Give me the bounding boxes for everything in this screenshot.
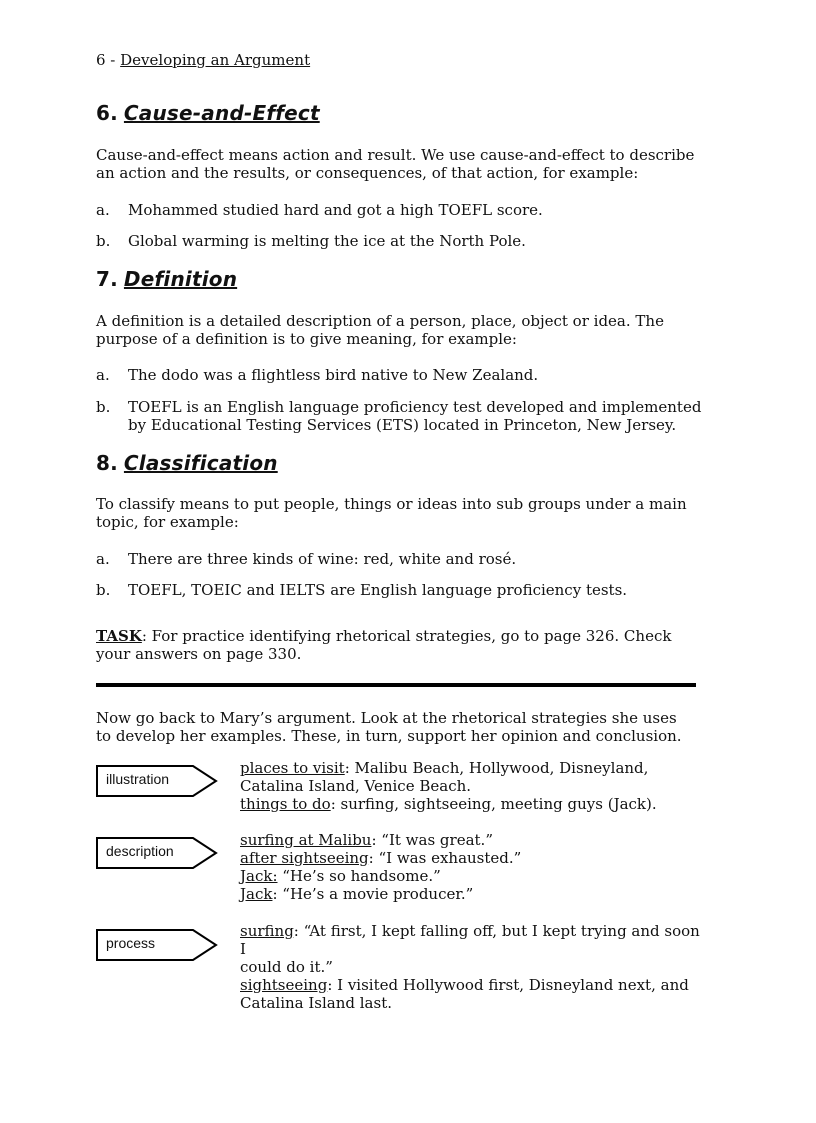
divider-rule xyxy=(96,683,696,687)
strategy-examples xyxy=(240,831,710,903)
section-heading-classification xyxy=(96,451,278,475)
example-line xyxy=(240,777,710,795)
example-text: : Malibu Beach, Hollywood, Disneyland, xyxy=(344,759,649,777)
section-intro: Cause-and-effect means action and result. We use cause-and-effect to describe an action and the results, or consequences, of that action, for example: xyxy=(96,146,695,182)
example-key: things to do xyxy=(240,795,331,813)
item-text: There are three kinds of wine: red, white and rosé. xyxy=(128,550,517,568)
example-key: sightseeing xyxy=(240,976,328,994)
item-label: a. xyxy=(96,366,110,384)
strategy-tag-label: description xyxy=(106,843,174,859)
task-label: TASK xyxy=(96,627,142,645)
running-head xyxy=(96,51,310,69)
example-text: Catalina Island last. xyxy=(240,994,392,1012)
section-title: Classification xyxy=(123,451,278,475)
item-label: a. xyxy=(96,550,110,568)
task-paragraph xyxy=(96,627,696,663)
strategy-tag-description xyxy=(96,837,226,867)
example-text: : surfing, sightseeing, meeting guys (Jack). xyxy=(330,795,657,813)
section-intro: A definition is a detailed description of a person, place, object or idea. The purpose of a definition is to give meaning, for example: xyxy=(96,312,664,348)
task-text: : For practice identifying rhetorical strategies, go to page 326. Check your answers on page 330. xyxy=(96,627,672,663)
example-line xyxy=(240,885,710,903)
example-line xyxy=(240,867,710,885)
example-key: Jack: xyxy=(240,867,278,885)
example-key: Jack xyxy=(240,885,273,903)
item-text: TOEFL, TOEIC and IELTS are English language proficiency tests. xyxy=(128,581,628,599)
strategy-tag-process xyxy=(96,929,226,959)
example-line xyxy=(240,976,710,994)
example-line xyxy=(240,831,710,849)
item-text: The dodo was a flightless bird native to New Zealand. xyxy=(128,366,539,384)
section-number: 6. xyxy=(96,101,118,125)
section-intro: To classify means to put people, things or ideas into sub groups under a main topic, for example: xyxy=(96,495,687,531)
section-number: 8. xyxy=(96,451,118,475)
item-label: a. xyxy=(96,201,110,219)
item-text: Mohammed studied hard and got a high TOEFL score. xyxy=(128,201,543,219)
strategy-tag-illustration xyxy=(96,765,226,795)
example-text: : “He’s a movie producer.” xyxy=(272,885,474,903)
example-text: : I visited Hollywood first, Disneyland next, and xyxy=(327,976,689,994)
example-text: Catalina Island, Venice Beach. xyxy=(240,777,472,795)
item-label: b. xyxy=(96,581,111,599)
example-text: : “I was exhausted.” xyxy=(368,849,522,867)
example-line xyxy=(240,795,710,813)
section-title: Definition xyxy=(123,267,238,291)
example-line xyxy=(240,759,710,777)
item-label: b. xyxy=(96,398,111,416)
example-text: could do it.” xyxy=(240,958,333,976)
example-key: places to visit xyxy=(240,759,345,777)
section-heading-cause-effect xyxy=(96,101,320,125)
strategy-examples xyxy=(240,759,710,813)
item-label: b. xyxy=(96,232,111,250)
example-key: after sightseeing xyxy=(240,849,369,867)
strategy-tag-label: illustration xyxy=(106,771,170,787)
item-text: TOEFL is an English language proficiency test developed and implemented by Educational Testing Services (ETS) located in Princeton, New Jersey. xyxy=(128,398,702,434)
example-line xyxy=(240,849,710,867)
section-heading-definition xyxy=(96,267,237,291)
example-line xyxy=(240,958,710,976)
strategy-tag-label: process xyxy=(106,935,156,951)
section-number: 7. xyxy=(96,267,118,291)
page-number: 6 - xyxy=(96,51,121,69)
example-line xyxy=(240,994,710,1012)
example-line xyxy=(240,922,710,958)
closing-intro: Now go back to Mary’s argument. Look at the rhetorical strategies she uses to develop her examples. These, in turn, support her opinion and conclusion. xyxy=(96,709,682,745)
example-key: surfing at Malibu xyxy=(240,831,372,849)
item-text: Global warming is melting the ice at the North Pole. xyxy=(128,232,526,250)
strategy-examples xyxy=(240,922,710,1012)
example-text: : “It was great.” xyxy=(371,831,493,849)
section-title: Cause-and-Effect xyxy=(123,101,320,125)
example-text: : “At first, I kept falling off, but I kept trying and soon I xyxy=(240,922,700,958)
example-text: “He’s so handsome.” xyxy=(277,867,441,885)
example-key: surfing xyxy=(240,922,294,940)
chapter-title: Developing an Argument xyxy=(120,51,311,69)
